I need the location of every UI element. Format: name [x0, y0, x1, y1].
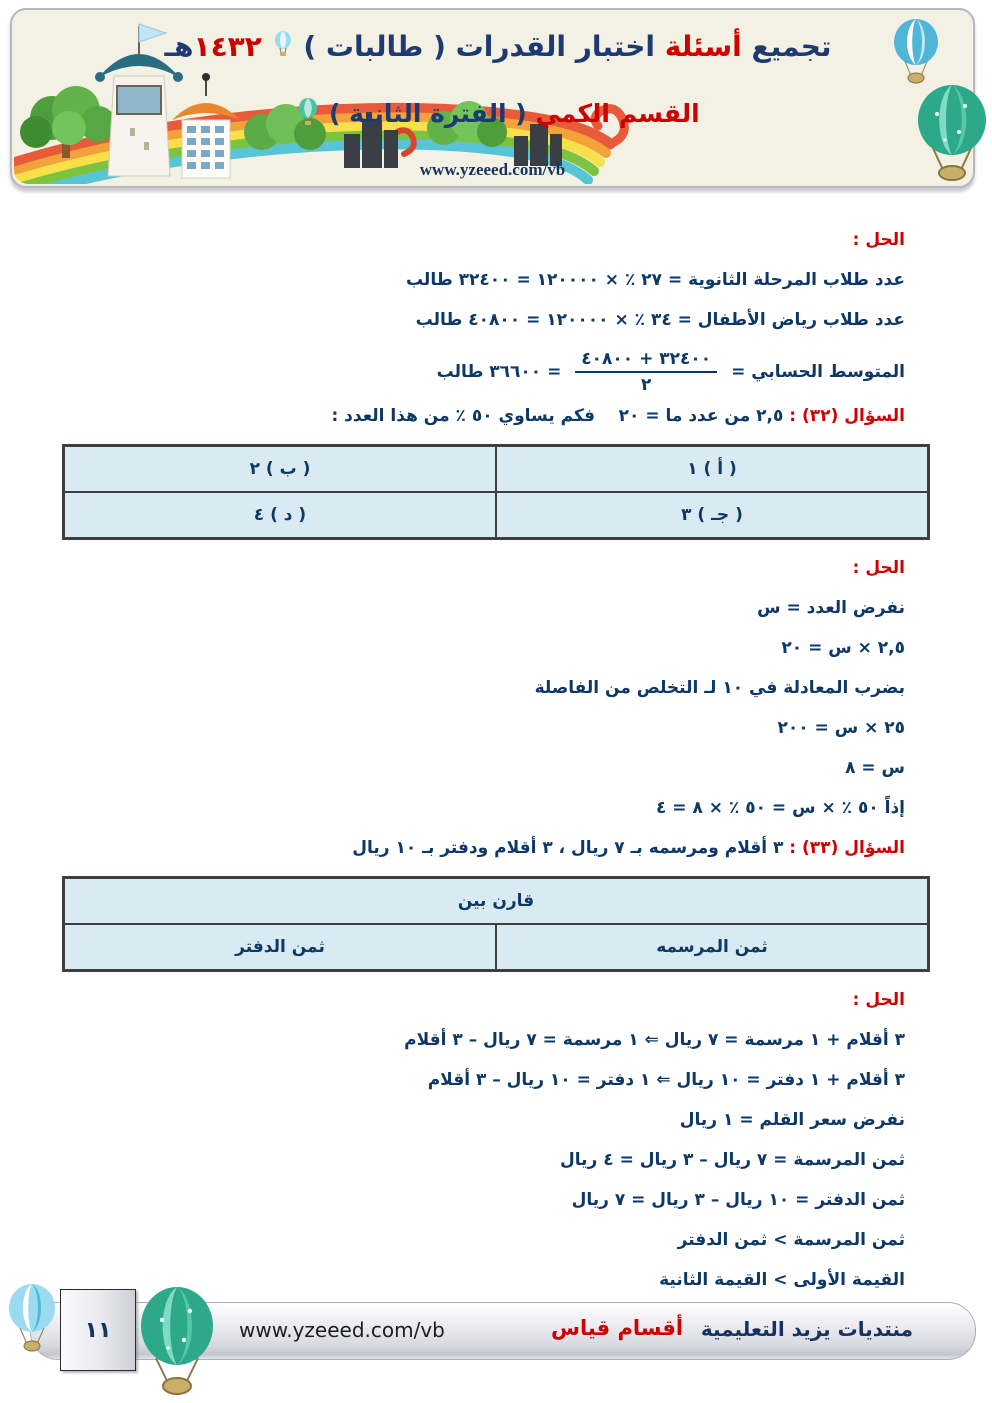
- fraction: [575, 348, 717, 396]
- average-prefix: المتوسط الحسابي =: [731, 362, 905, 382]
- solution-line: عدد طلاب رياض الأطفال = ٣٤ ٪ × ١٢٠٠٠٠ = ٤٠٨٠٠ طالب: [415, 310, 905, 330]
- solution-line: إذاً ٥٠ ٪ × س = ٥٠ ٪ × ٨ = ٤: [655, 798, 905, 818]
- hot-air-balloon-icon: [138, 1286, 216, 1398]
- solution-line: القيمة الأولى > القيمة الثانية: [659, 1270, 905, 1290]
- answer-options-table: [62, 444, 930, 540]
- option-a-cell: ( أ ) ١: [496, 446, 929, 493]
- question-32: [62, 404, 905, 428]
- header-site-url: www.yzeeed.com/vb: [419, 160, 566, 179]
- option-c-cell: ( جـ ) ٣: [496, 492, 929, 539]
- subtitle-section: القسم الكمي: [535, 99, 700, 128]
- footer-site-name: منتديات يزيد التعليمية: [700, 1317, 913, 1341]
- question-33-label: السؤال (٣٣) :: [789, 838, 905, 858]
- page-number-box: [60, 1289, 136, 1371]
- average-equation-line: [62, 348, 905, 396]
- question-33: [62, 836, 905, 860]
- solution-label: الحل :: [852, 230, 905, 250]
- fraction-numerator: ٣٢٤٠٠ + ٤٠٨٠٠: [575, 348, 717, 373]
- footer-section-name: أقسام قياس: [551, 1316, 684, 1340]
- solution-line: ٢,٥ × س = ٢٠: [781, 638, 905, 658]
- average-result: = ٣٦٦٠٠ طالب: [436, 362, 562, 382]
- solution-line: نفرض العدد = س: [757, 598, 905, 618]
- hot-air-balloon-icon: [6, 1283, 58, 1355]
- footer-site-url: www.yzeeed.com/vb: [239, 1318, 445, 1342]
- option-d-cell: ( د ) ٤: [64, 492, 497, 539]
- solution-line: ثمن المرسمة > ثمن الدفتر: [677, 1230, 905, 1250]
- comparison-value1-cell: ثمن المرسمه: [496, 924, 929, 971]
- question-33-text: ٣ أقلام ومرسمه بـ ٧ ريال ، ٣ أقلام ودفتر بـ ١٠ ريال: [352, 838, 784, 858]
- document-subtitle: [208, 98, 788, 132]
- solution-label: الحل :: [852, 990, 905, 1010]
- solution-line: نفرض سعر القلم = ١ ريال: [679, 1110, 905, 1130]
- title-year-suffix: هـ: [164, 30, 194, 63]
- document-title: [118, 30, 878, 65]
- exam-solutions-content: [0, 228, 992, 1308]
- solution-line: بضرب المعادلة في ١٠ لـ التخلص من الفاصلة: [534, 678, 905, 698]
- solution-line: عدد طلاب المرحلة الثانوية = ٢٧ ٪ × ١٢٠٠٠٠ = ٣٢٤٠٠ طالب: [405, 270, 905, 290]
- solution-line: ٣ أقلام + ١ مرسمة = ٧ ريال ⇐ ١ مرسمة = ٧ ريال – ٣ أقلام: [404, 1030, 905, 1050]
- title-exam-name: اختبار القدرات ( طالبات ): [303, 30, 655, 63]
- comparison-value2-cell: ثمن الدفتر: [64, 924, 497, 971]
- mini-balloon-icon: [274, 31, 292, 65]
- mini-balloon-icon: [298, 98, 318, 132]
- question-32-label: السؤال (٣٢) :: [789, 406, 905, 426]
- solution-line: ثمن الدفتر = ١٠ ريال – ٣ ريال = ٧ ريال: [571, 1190, 905, 1210]
- page-number: ١١: [84, 1317, 112, 1343]
- comparison-header-cell: قارن بين: [64, 878, 929, 925]
- comparison-table: [62, 876, 930, 972]
- option-b-cell: ( ب ) ٢: [64, 446, 497, 493]
- question-32-text: ٢,٥ من عدد ما = ٢٠ فكم يساوي ٥٠ ٪ من هذا العدد :: [331, 406, 784, 426]
- solution-line: ٣ أقلام + ١ دفتر = ١٠ ريال ⇐ ١ دفتر = ١٠ ريال – ٣ أقلام: [427, 1070, 905, 1090]
- fraction-denominator: ٢: [641, 375, 652, 395]
- title-word-compilation: تجميع: [751, 30, 832, 63]
- subtitle-period: ( الفترة الثانية ): [329, 99, 527, 128]
- header-banner: [10, 8, 975, 188]
- title-year: ١٤٣٢: [193, 30, 262, 63]
- solution-line: س = ٨: [845, 758, 905, 778]
- solution-line: ٢٥ × س = ٢٠٠: [777, 718, 905, 738]
- title-word-questions: أسئلة: [664, 30, 742, 63]
- solution-label: الحل :: [852, 558, 905, 578]
- hot-air-balloon-icon: [915, 84, 989, 184]
- solution-line: ثمن المرسمة = ٧ ريال – ٣ ريال = ٤ ريال: [560, 1150, 905, 1170]
- hot-air-balloon-icon: [891, 18, 941, 86]
